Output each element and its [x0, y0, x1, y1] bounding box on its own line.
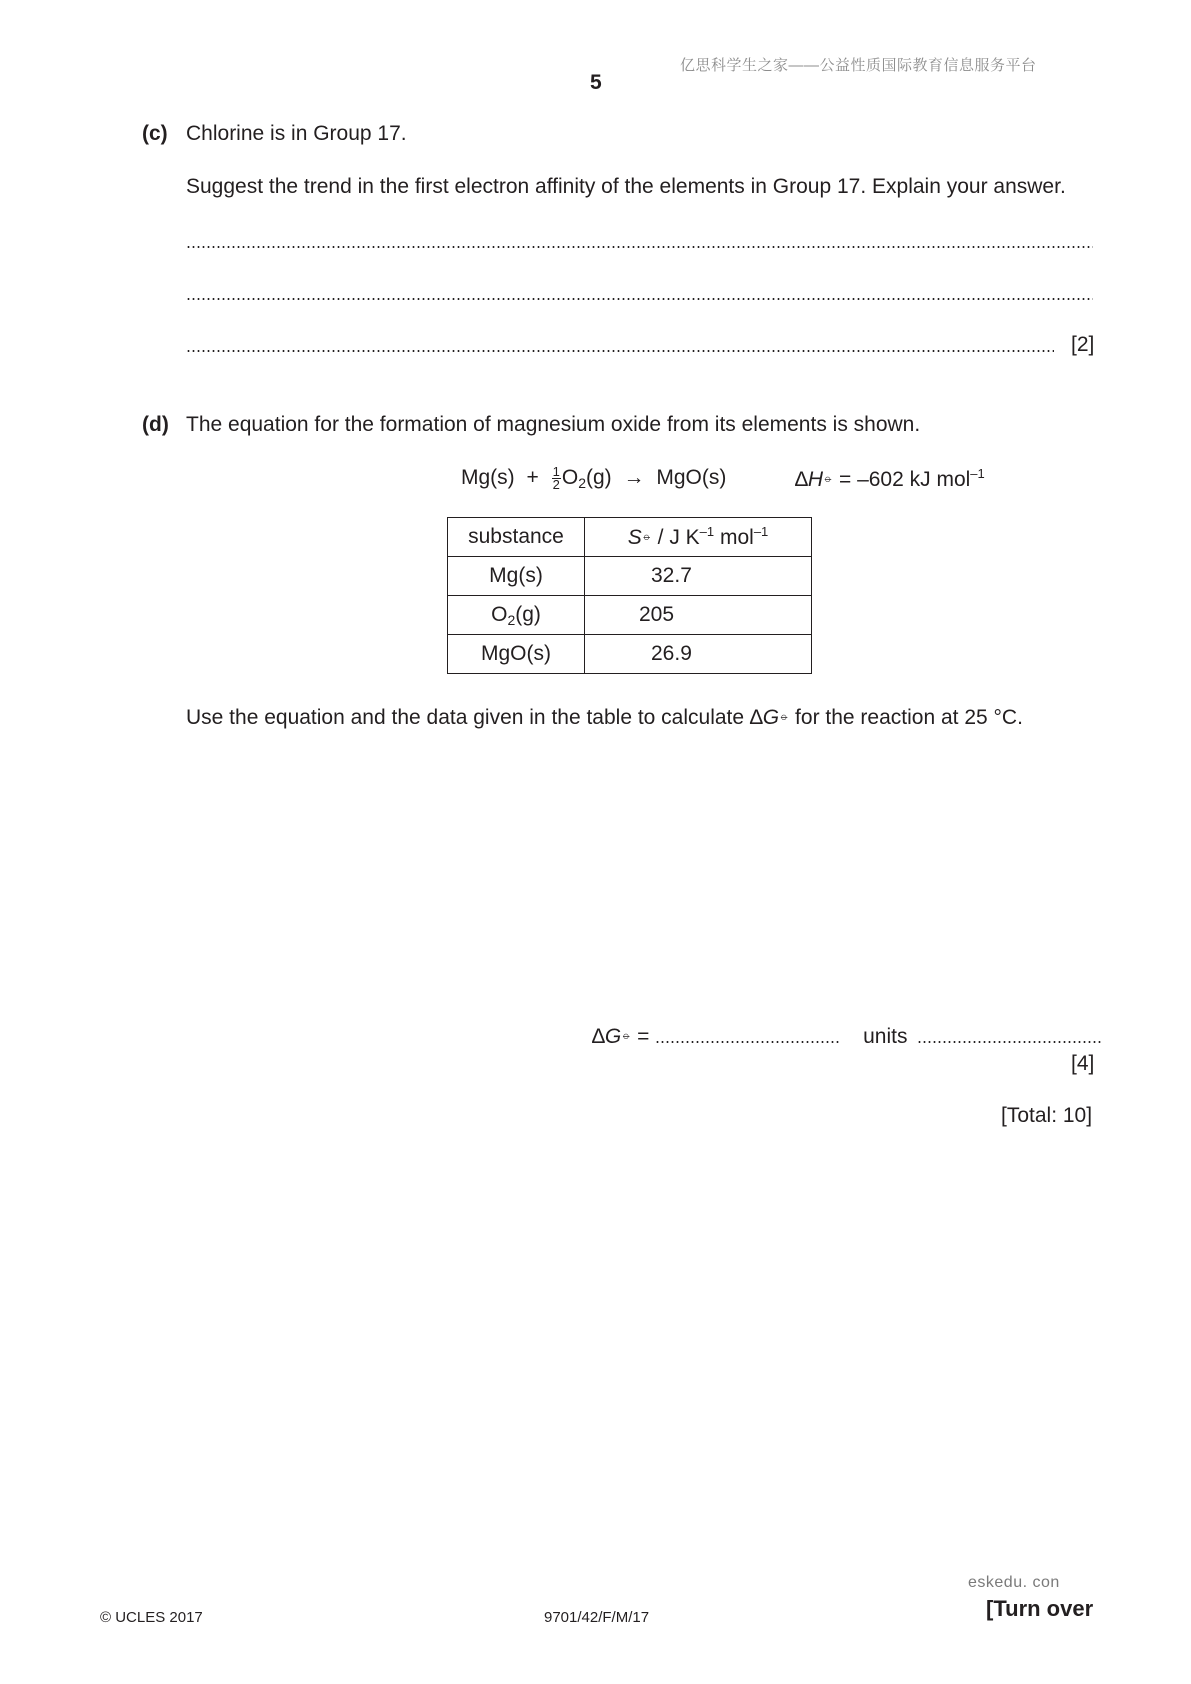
gibbs-symbol: G: [604, 1025, 622, 1048]
oxygen-subscript: 2: [578, 475, 586, 492]
turn-over: [Turn over: [986, 1596, 1094, 1621]
part-d-question: [186, 706, 1023, 730]
fraction-denominator: 2: [552, 477, 560, 492]
plus-sign: +: [526, 466, 539, 490]
header-entropy: [585, 518, 812, 557]
standard-state-icon: ⦵: [641, 529, 652, 543]
total-marks: [Total: 10]: [1001, 1104, 1093, 1127]
reaction-equation: [461, 466, 726, 491]
copyright: © UCLES 2017: [100, 1609, 203, 1626]
part-c-statement: Chlorine is in Group 17.: [186, 122, 407, 145]
cell-value: 205: [585, 596, 812, 635]
table-header-row: [448, 518, 812, 557]
header-substance: substance: [448, 518, 585, 557]
cell-substance: [448, 596, 585, 635]
gibbs-answer-row: [592, 1025, 1102, 1049]
question-text-end: for the reaction at 25 °C.: [789, 706, 1023, 729]
oxygen-state: (g): [586, 466, 612, 490]
oxygen-state: (g): [515, 602, 541, 626]
part-d-label: (d): [142, 413, 169, 436]
standard-state-icon: ⦵: [621, 1028, 632, 1042]
table-row: [448, 596, 812, 635]
paper-code: 9701/42/F/M/17: [544, 1609, 650, 1626]
units-exponent-1: –1: [699, 524, 715, 539]
part-d-marks: [4]: [1071, 1052, 1095, 1075]
part-c-label: (c): [142, 122, 168, 145]
entropy-units: / J K: [651, 526, 700, 549]
enthalpy-exponent: –1: [970, 466, 985, 481]
question-text-start: Use the equation and the data given in the table to calculate: [186, 706, 750, 729]
delta-symbol: ∆: [592, 1025, 605, 1048]
oxygen-subscript: 2: [507, 611, 516, 628]
oxygen-symbol: O: [491, 602, 508, 626]
table-row: [448, 635, 812, 674]
entropy-table: [447, 517, 812, 674]
fraction-numerator: 1: [552, 464, 560, 479]
reaction-arrow-icon: →: [623, 466, 645, 490]
units-label: units: [863, 1025, 908, 1048]
entropy-symbol: S: [627, 526, 642, 549]
watermark-text: 亿思科学生之家——公益性质国际教育信息服务平台: [680, 57, 1037, 74]
answer-line-3[interactable]: [186, 350, 1054, 352]
answer-line-1[interactable]: [186, 246, 1093, 248]
units-exponent-2: –1: [753, 524, 769, 539]
answer-line-2[interactable]: [186, 298, 1093, 300]
units-mol: mol: [714, 526, 754, 549]
units-answer-field[interactable]: [917, 1041, 1102, 1043]
table-row: [448, 557, 812, 596]
page-number: 5: [590, 71, 602, 94]
part-c-question: Suggest the trend in the first electron affinity of the elements in Group 17. Explain your answer.: [186, 175, 1066, 198]
oxygen-symbol: O: [561, 466, 579, 490]
cell-value: 26.9: [585, 635, 812, 674]
cell-substance: Mg(s): [448, 557, 585, 596]
delta-symbol: ∆: [749, 706, 763, 729]
cell-substance: MgO(s): [448, 635, 585, 674]
equals-sign: =: [631, 1025, 656, 1048]
product-mgo: MgO(s): [656, 466, 727, 490]
site-watermark: eskedu. con: [968, 1574, 1060, 1591]
cell-value: 32.7: [585, 557, 812, 596]
reactant-mg: Mg(s): [461, 466, 515, 490]
delta-symbol: ∆: [795, 468, 808, 491]
gibbs-symbol: G: [762, 706, 780, 729]
half-fraction: [552, 466, 561, 491]
part-c-marks: [2]: [1071, 333, 1095, 356]
enthalpy-symbol: H: [807, 468, 824, 491]
part-d-intro: The equation for the formation of magnesium oxide from its elements is shown.: [186, 413, 921, 436]
standard-state-icon: ⦵: [823, 471, 834, 485]
standard-state-icon: ⦵: [779, 709, 790, 723]
enthalpy-value: = –602 kJ mol: [833, 468, 971, 491]
enthalpy-change: [795, 466, 985, 492]
gibbs-answer-field[interactable]: [655, 1041, 841, 1043]
